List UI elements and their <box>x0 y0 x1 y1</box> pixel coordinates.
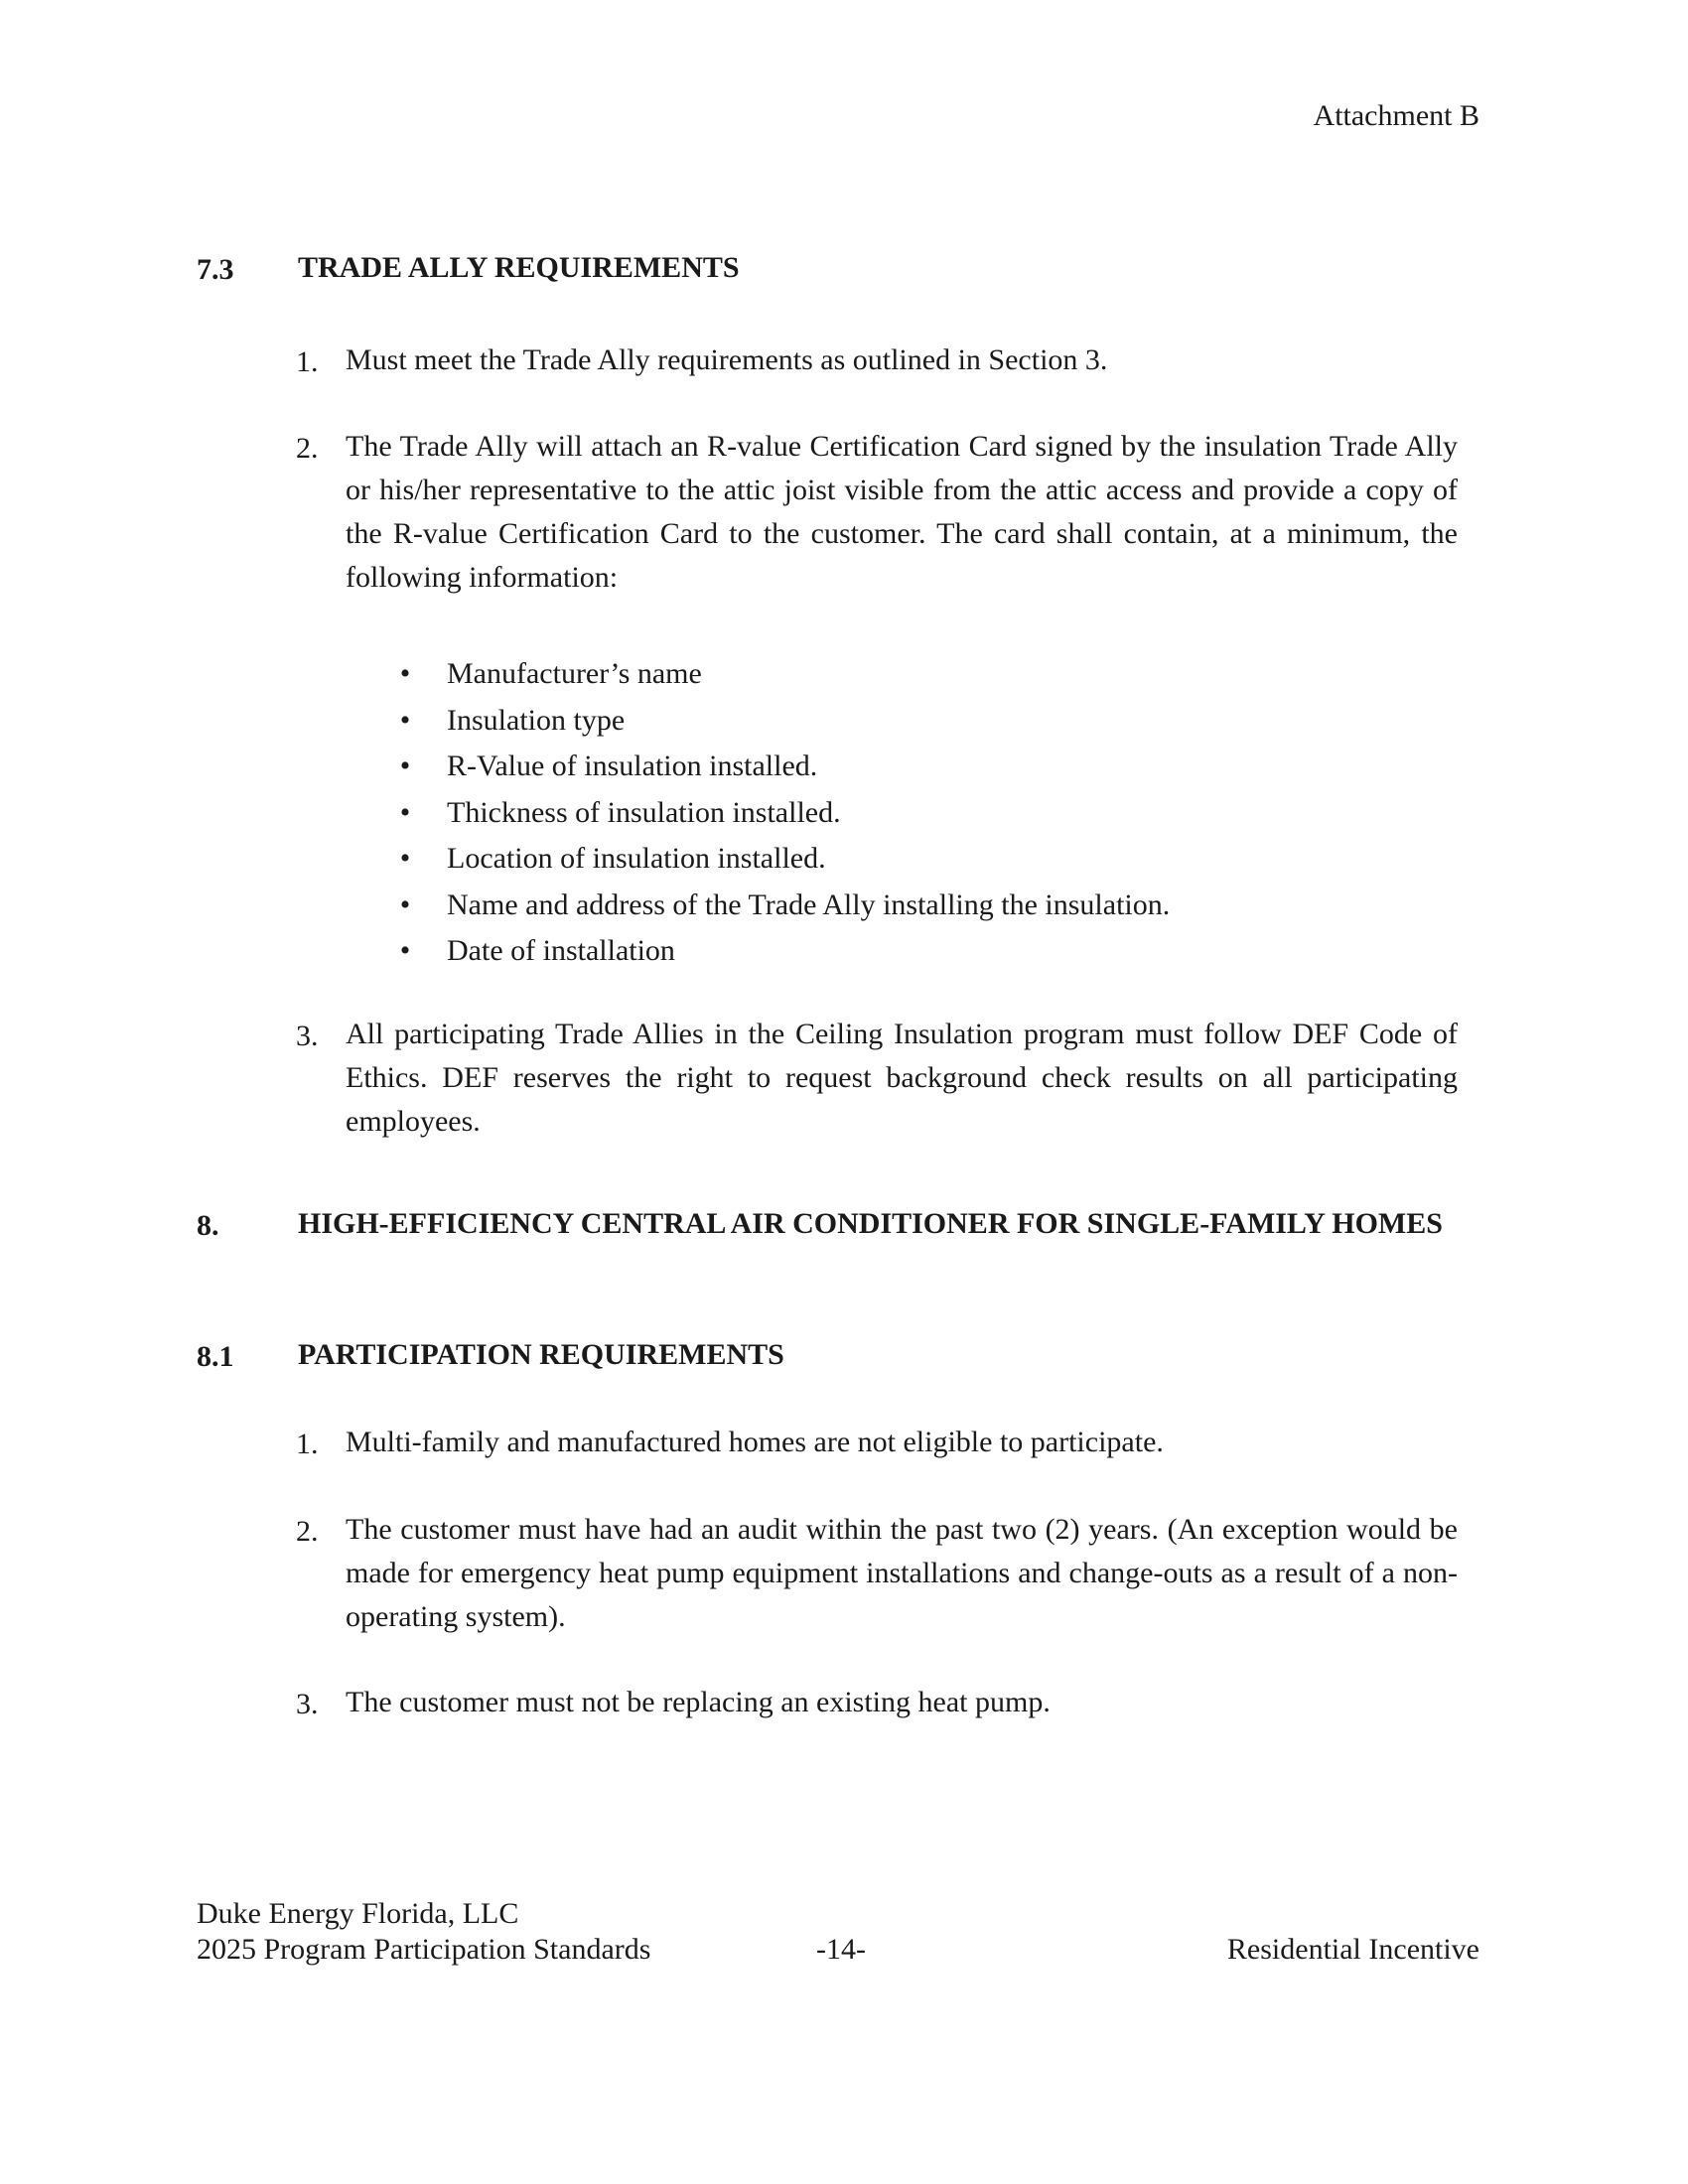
footer-program: Residential Incentive <box>1226 1933 1479 1966</box>
bullet-icon: • <box>399 795 411 829</box>
item-text: The customer must not be replacing an existing heat pump. <box>346 1686 1051 1718</box>
bullet-icon: • <box>399 934 411 967</box>
section-8-number: 8. <box>197 1209 219 1242</box>
list-item: • Location of insulation installed. <box>395 836 1170 883</box>
item-text: Must meet the Trade Ally requirements as outlined in Section 3. <box>346 343 1108 376</box>
section-7-3-title: TRADE ALLY REQUIREMENTS <box>298 251 740 284</box>
bullet-icon: • <box>399 842 411 875</box>
section-8-1-number: 8.1 <box>197 1340 234 1373</box>
item-number: 2. <box>296 432 319 465</box>
section-8-title: HIGH-EFFICIENCY CENTRAL AIR CONDITIONER FOR SINGLE-FAMILY HOMES <box>298 1207 1443 1240</box>
section-7-3-number: 7.3 <box>197 253 234 286</box>
item-number: 1. <box>296 345 319 378</box>
item-text: Multi-family and manufactured homes are not eligible to participate. <box>346 1426 1164 1458</box>
footer-company: Duke Energy Florida, LLC <box>197 1897 519 1930</box>
item-number: 3. <box>296 1688 319 1720</box>
list-item: • Thickness of insulation installed. <box>395 790 1170 837</box>
bullet-icon: • <box>399 657 411 690</box>
footer-document: 2025 Program Participation Standards <box>197 1933 651 1966</box>
item-text: All participating Trade Allies in the Ceiling Insulation program must follow DEF Code of Ethics. DEF reserves the right to request background check results on all participating employees. <box>346 1018 1458 1138</box>
item-text: The customer must have had an audit within the past two (2) years. (An exception would be made for emergency heat pump equipment installations and change-outs as a result of a non-operating system). <box>346 1513 1458 1633</box>
footer-page-number: -14- <box>816 1933 866 1966</box>
list-item: • Manufacturer’s name <box>395 651 1170 698</box>
item-number: 1. <box>296 1428 319 1460</box>
bullet-icon: • <box>399 750 411 782</box>
item-text: The Trade Ally will attach an R-value Certification Card signed by the insulation Trade Ally or his/her representative to the attic joist visible from the attic access and provide a copy of the R-value Certification Card to the customer. The card shall contain, at a minimum, the following information: <box>346 430 1458 594</box>
item-number: 3. <box>296 1020 319 1052</box>
certification-card-info-list <box>395 651 1170 975</box>
list-item: • Name and address of the Trade Ally installing the insulation. <box>395 883 1170 929</box>
list-item: • Insulation type <box>395 698 1170 745</box>
item-number: 2. <box>296 1515 319 1548</box>
attachment-label: Attachment B <box>1313 99 1479 132</box>
bullet-icon: • <box>399 887 411 921</box>
list-item: • Date of installation <box>395 928 1170 975</box>
section-8-1-title: PARTICIPATION REQUIREMENTS <box>298 1338 784 1371</box>
list-item: • R-Value of insulation installed. <box>395 744 1170 790</box>
bullet-icon: • <box>399 703 411 737</box>
